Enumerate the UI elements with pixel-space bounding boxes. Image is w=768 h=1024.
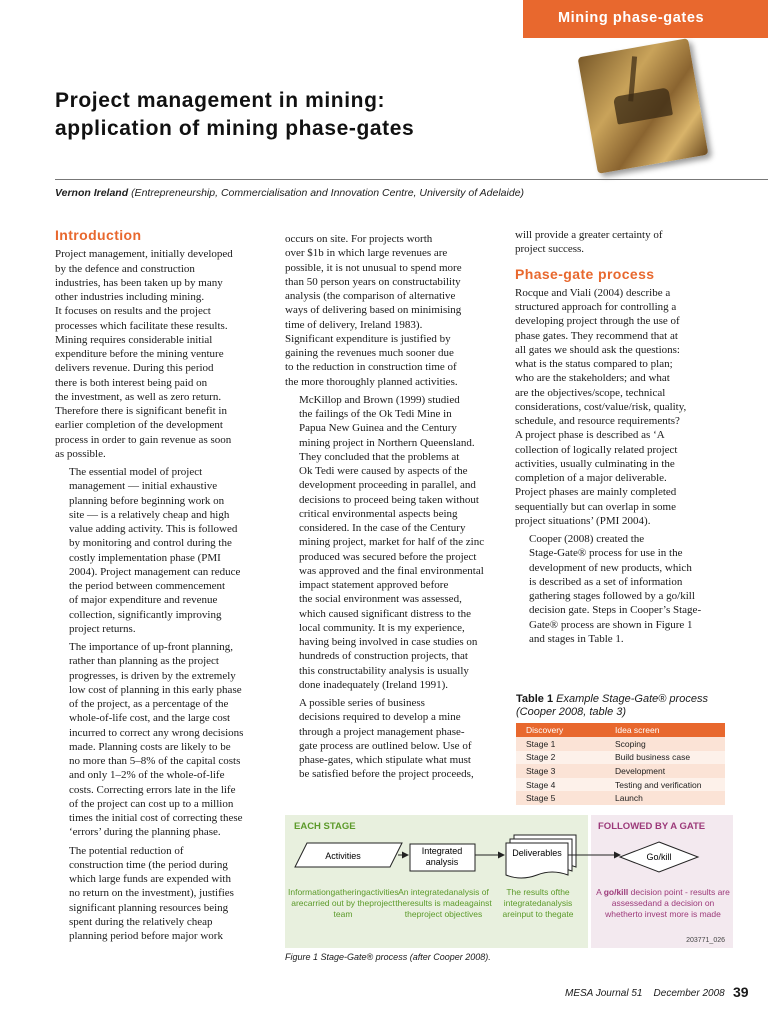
paragraph	[515, 532, 730, 646]
text-line: and only 1–2% of the whole-of-life	[69, 769, 225, 782]
paragraph	[55, 640, 265, 840]
integrated-caption	[395, 887, 492, 920]
text-line: project success.	[515, 243, 585, 256]
gate-caption: A go/kill decision point - results are assessedand a decision on whetherto invest more is made	[596, 887, 730, 919]
text-line: possible, it is not unusual to spend more	[285, 261, 462, 274]
text-line: by monitoring and control during the	[69, 537, 232, 550]
text-line: are the objectives/scope, technical	[515, 386, 666, 399]
table-row	[516, 737, 725, 751]
text-line: as possible.	[55, 447, 106, 460]
text-line: The importance of up-front planning,	[69, 641, 234, 653]
text-line: planning before beginning work on	[69, 494, 225, 507]
text-line: project objectives	[416, 909, 483, 919]
page-number: 39	[733, 984, 749, 1000]
text-line: input to the	[514, 909, 557, 919]
text-line: management — initial exhaustive	[69, 480, 218, 493]
text-line: Therefore there is significant benefit in	[55, 405, 227, 417]
text-line: occurs on site. For projects worth	[285, 233, 433, 245]
text-line: project team	[333, 898, 395, 919]
text-line: time of delivery, Ireland 1983).	[285, 318, 423, 331]
text-line: the investment, as well as zero return.	[55, 390, 222, 403]
text-line: mining project in Northern Queensland.	[299, 436, 475, 449]
text-line: decisions to proceed being taken without	[299, 493, 479, 506]
text-line: who are the stakeholders; and what	[515, 372, 670, 385]
text-line: against the	[404, 898, 492, 919]
text-line: considered. In the case of the Century	[299, 522, 466, 534]
text-line: which caused significant distress to the	[299, 607, 471, 620]
text-line: gate	[556, 909, 574, 919]
text-line: spent during the relatively cheap	[69, 915, 213, 928]
table-cell: Development	[605, 764, 725, 778]
text-line: 2004). Project management can reduce	[69, 565, 241, 578]
text-line: collection of logically related project	[515, 443, 678, 456]
text-line: earlier completion of the development	[55, 419, 223, 432]
paragraph	[515, 286, 730, 528]
text-line: by the defence and construction	[55, 262, 195, 275]
table-caption-number: Table 1	[516, 693, 554, 705]
text-line: expenditure before the mining venture	[55, 348, 224, 360]
table-row	[516, 778, 725, 792]
text-line: and a decision on whether	[605, 898, 715, 919]
text-line: value adding activity. This is followed	[69, 523, 238, 535]
journal-footer: MESA Journal 51 December 2008	[565, 988, 725, 999]
table-cell: Scoping	[605, 737, 725, 751]
text-line: An integrated	[398, 887, 449, 897]
paragraph	[515, 228, 730, 257]
paragraph	[55, 465, 265, 636]
deliverables-caption	[493, 887, 583, 920]
table-cell: Stage 2	[516, 751, 605, 765]
text-line: gaining the revenues much sooner due	[285, 347, 454, 359]
text-line: progresses, is driven by the extremely	[69, 669, 236, 682]
text-line: Cooper (2008) created the	[529, 533, 645, 545]
text-line: low cost of planning in this early phase	[69, 683, 242, 696]
table-cell: Launch	[605, 791, 725, 805]
text-line: The potential reduction of	[69, 844, 184, 857]
section-tag	[523, 0, 768, 38]
each-stage-heading: EACH STAGE	[294, 821, 356, 832]
text-line: gathering	[330, 887, 366, 897]
table-caption-text: Example Stage-Gate® process	[556, 693, 708, 705]
text-line: completion of a major deliverable.	[515, 472, 667, 484]
text-line: mining project, market for half of the zinc	[299, 536, 485, 549]
table-row	[516, 764, 725, 778]
text-line: industries, has been taken up by many	[55, 276, 223, 289]
text-line: than 50 person years on constructability	[285, 275, 461, 288]
title-line-1: Project management in mining:	[55, 89, 386, 112]
text-line: times the initial cost of correcting these	[69, 812, 243, 824]
table-header-cell: Discovery	[516, 723, 605, 737]
analysis-label: analysis	[425, 857, 459, 867]
table-cell: Stage 1	[516, 737, 605, 751]
text-line: was approved and the final environmental	[299, 564, 484, 577]
text-line: Stage-Gate® process for use in the	[529, 547, 683, 560]
text-line: be satisfied before the project proceeds,	[299, 768, 474, 781]
text-line: schedule, and resource requirements?	[515, 415, 680, 427]
text-line: this constructability analysis is usually	[299, 664, 469, 677]
text-line: hundreds of construction projects, that	[299, 650, 468, 663]
table-cell: Build business case	[605, 751, 725, 765]
phase-gate-heading: Phase-gate process	[515, 265, 655, 282]
text-line: what is the status compared to plan;	[515, 358, 673, 370]
table-header-cell: Idea screen	[605, 723, 725, 737]
byline	[55, 187, 755, 199]
introduction-heading: Introduction	[55, 227, 142, 243]
text-line: to the reduction in construction time of	[285, 361, 457, 374]
text-line: Mining requires considerable initial	[55, 333, 213, 346]
text-line: structured approach for controlling a	[515, 301, 677, 313]
text-line: which large funds are expended with	[69, 873, 231, 885]
text-line: project returns.	[69, 622, 136, 635]
text-line: Rocque and Viali (2004) describe a	[515, 286, 671, 299]
text-line: planning period before major work	[69, 930, 223, 942]
text-line: ‘errors’ during the planning phase.	[69, 826, 221, 839]
stage-gate-figure	[285, 815, 733, 948]
text-line: impact statement approved before	[299, 579, 449, 591]
figure-code: 203771_026	[686, 937, 725, 944]
text-line: local community. It is my experience,	[299, 621, 465, 634]
byline-divider	[55, 179, 768, 180]
text-line: activities are	[291, 887, 399, 908]
text-line: costly implementation phase (PMI	[69, 551, 221, 564]
text-line: processes which facilitate these results.	[55, 319, 228, 332]
column-2	[285, 232, 495, 786]
text-line: decision gate. Steps in Cooper’s Stage-	[529, 604, 702, 617]
text-line: process in order to gain revenue as soon	[55, 433, 232, 446]
text-line: A project phase is described as ‘A	[515, 429, 665, 442]
text-line: phase gates. They recommend that at	[515, 329, 678, 342]
text-line: there is both interest being paid on	[55, 376, 208, 389]
text-line: McKillop and Brown (1999) studied	[299, 393, 460, 406]
text-line: costs. Correcting errors late in the life	[69, 783, 236, 796]
activities-caption	[288, 887, 398, 920]
text-line: the period between commencement	[69, 580, 226, 592]
text-line: Gate® process are shown in Figure 1	[529, 618, 693, 631]
text-line: analysis of the	[395, 887, 489, 908]
text-line: analysis (the comparison of alternative	[285, 290, 456, 302]
table-cell: Stage 3	[516, 764, 605, 778]
paragraph	[285, 393, 495, 692]
stage-gate-table	[516, 723, 725, 805]
activities-label: Activities	[325, 851, 361, 861]
text-line: results is made	[407, 898, 465, 908]
column-1	[55, 228, 265, 947]
table-row	[516, 791, 725, 805]
text-line: It focuses on results and the project	[55, 305, 211, 318]
text-line: delivers revenue. During this period	[55, 362, 214, 375]
text-line: of the project, as a percentage of the	[69, 698, 229, 710]
text-line: A possible series of business	[299, 697, 425, 709]
text-line: collection, significantly improving	[69, 608, 222, 621]
text-line: no return on the investment), justifies	[69, 887, 234, 900]
text-line: whole-of-life cost, and the large cost	[69, 712, 231, 725]
text-line: over $1b in which large revenues are	[285, 247, 448, 260]
title-line-2: application of mining phase-gates	[55, 117, 415, 140]
text-line: the integrated	[503, 887, 570, 908]
text-line: The results of	[506, 887, 558, 897]
mining-rig-thumbnail	[578, 38, 709, 174]
text-line: having being involved in case studies on	[299, 636, 478, 648]
text-line: the failings of the Ok Tedi Mine in	[299, 408, 452, 420]
text-line: development proceeding in parallel, and	[299, 479, 476, 492]
text-line: will provide a greater certainty of	[515, 229, 663, 241]
table-cell: Stage 4	[516, 778, 605, 792]
author-affiliation: (Entrepreneurship, Commercialisation and Innovation Centre, University of Adelaide)	[131, 187, 525, 199]
text-line: no more than 5–8% of the capital costs	[69, 755, 241, 767]
text-line: Project phases are mainly completed	[515, 486, 677, 499]
text-line: to invest more is made	[635, 909, 721, 919]
text-line: made. Planning costs are likely to be	[69, 740, 231, 753]
gate-heading: FOLLOWED BY A GATE	[598, 821, 706, 832]
text-line: decisions required to develop a mine	[299, 711, 461, 724]
text-line: gate process are outlined below. Use of	[299, 739, 472, 752]
article-title	[55, 87, 525, 143]
text-line: construction time (the period during	[69, 858, 228, 871]
text-line: activities, usually culminating in the	[515, 457, 675, 470]
text-line: produced was secured before the project	[299, 550, 477, 563]
text-line: all gates we should ask the questions:	[515, 343, 680, 356]
text-line: rather than planning as the project	[69, 655, 219, 668]
figure-caption: Figure 1 Stage-Gate® process (after Cooper 2008).	[285, 952, 491, 962]
text-line: They concluded that the problems at	[299, 450, 460, 463]
go-kill-label: Go/kill	[646, 852, 672, 862]
text-line: Information	[288, 887, 331, 897]
table-cell: Testing and verification	[605, 778, 725, 792]
text-line: critical environmental aspects being	[299, 507, 458, 520]
paragraph	[55, 844, 265, 944]
table-cell: Stage 5	[516, 791, 605, 805]
text-line: Significant expenditure is justified by	[285, 332, 451, 345]
paragraph	[55, 247, 265, 461]
text-line: Ok Tedi were caused by aspects of the	[299, 465, 468, 477]
table-header-row	[516, 723, 725, 737]
text-line: Papua New Guinea and the Century	[299, 422, 457, 435]
integrated-label: Integrated	[421, 846, 463, 856]
text-line: gathering stages followed by a go/kill	[529, 590, 695, 602]
text-line: project situations’ (PMI 2004).	[515, 514, 651, 527]
text-line: and stages in Table 1.	[529, 632, 624, 645]
text-line: site — is a relatively cheap and high	[69, 508, 230, 521]
table-caption	[516, 693, 746, 719]
text-line: of major expenditure and revenue	[69, 594, 218, 607]
table-row	[516, 751, 725, 765]
text-line: significant planning resources being	[69, 901, 229, 914]
column-3	[515, 228, 730, 650]
author-name: Vernon Ireland	[55, 187, 129, 199]
text-line: incurred to correct any wrong decisions	[69, 726, 244, 739]
section-tag-label: Mining phase-gates	[558, 10, 705, 26]
text-line: sequentially but can overlap in some	[515, 500, 676, 513]
text-line: development of new products, which	[529, 561, 692, 574]
text-line: other industries including mining.	[55, 291, 205, 303]
text-line: through a project management phase-	[299, 725, 465, 738]
paragraph	[285, 232, 495, 389]
text-line: Project management, initially developed	[55, 248, 233, 261]
text-line: considerations, cost/value/risk, quality,	[515, 400, 687, 413]
paragraph	[285, 696, 495, 782]
deliverables-label: Deliverables	[512, 848, 562, 858]
text-line: the more thoroughly planned activities.	[285, 375, 458, 388]
flow-diagram	[285, 815, 733, 948]
text-line: the social environment was assessed,	[299, 593, 462, 606]
text-line: The essential model of project	[69, 466, 203, 478]
text-line: developing project through the use of	[515, 315, 680, 328]
text-line: phase-gates, which stipulate what must	[299, 754, 471, 766]
text-line: is described as a set of information	[529, 575, 683, 588]
text-line: of the project can cost up to a million	[69, 797, 234, 810]
table-caption-source: (Cooper 2008, table 3)	[516, 706, 627, 718]
text-line: - results are assessed	[611, 887, 730, 908]
text-line: carried out by the	[303, 898, 370, 908]
text-line: done inadequately (Ireland 1991).	[299, 678, 449, 691]
text-line: analysis are	[502, 898, 573, 919]
text-line: ways of delivering based on minimising	[285, 304, 462, 317]
